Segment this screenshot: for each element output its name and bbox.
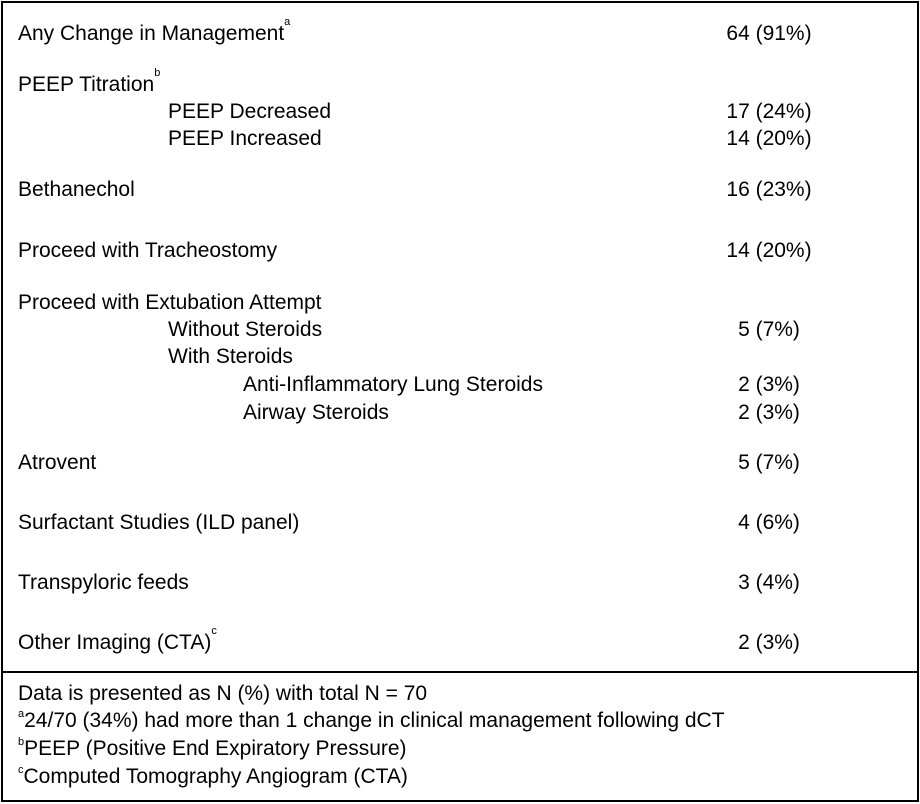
table-row [3,176,917,204]
table-row [3,399,917,427]
row-label: With Steroids [168,345,293,368]
results-table [1,1,919,802]
row-value: 64 (91%) [726,22,812,45]
footnote-b: $^b$PEEP (Positive End Expiratory Pressure) [18,736,407,760]
row-label: Proceed with Tracheostomy [18,239,278,262]
row-label: Atrovent [18,451,97,474]
footnote-marker: c [211,625,217,637]
row-label: Without Steroids [168,318,323,341]
row-label: PEEP Titration$^b$ [18,67,161,96]
table-row [3,289,917,317]
footnote-marker: b [154,67,161,79]
table-row [3,569,917,597]
row-value: 3 (4%) [738,571,800,594]
row-value: 2 (3%) [738,401,800,424]
footnote-a: $^a$24/70 (34%) had more than 1 change in clinical management following dCT [18,708,725,732]
row-label: Transpyloric feeds [18,571,189,594]
table-row [3,98,917,126]
table-row [3,625,917,657]
table-row [3,125,917,153]
row-value: 2 (3%) [738,373,800,396]
row-label: Any Change in Management$^a$ [18,16,291,45]
row-label: Bethanechol [18,178,135,201]
table-row [3,371,917,399]
footnote-marker: a [284,16,291,28]
table-row [3,16,917,48]
footnote-summary: Data is presented as N (%) with total N = 70 [18,682,428,705]
table-row [3,343,917,371]
row-value: 14 (20%) [726,127,812,150]
row-label: Anti-Inflammatory Lung Steroids [243,373,543,396]
row-value: 2 (3%) [738,631,800,654]
row-label: Airway Steroids [243,401,389,424]
row-value: 14 (20%) [726,239,812,262]
table-divider [3,671,917,673]
row-label: PEEP Increased [168,127,322,150]
table-row [3,67,917,99]
footnote-marker: b [18,736,25,748]
row-value: 4 (6%) [738,511,800,534]
row-label: PEEP Decreased [168,100,332,123]
table-row [3,237,917,265]
row-value: 5 (7%) [738,451,800,474]
row-label: Surfactant Studies (ILD panel) [18,511,300,534]
footnote-marker: a [18,708,25,720]
footnote-marker: c [18,764,24,776]
row-value: 17 (24%) [726,100,812,123]
row-value: 5 (7%) [738,318,800,341]
footnote-c: $^c$Computed Tomography Angiogram (CTA) [18,764,408,788]
table-row [3,449,917,477]
row-value: 16 (23%) [726,178,812,201]
row-label: Other Imaging (CTA)$^c$ [18,625,217,654]
table-row [3,316,917,344]
row-label: Proceed with Extubation Attempt [18,291,322,314]
table-row [3,509,917,537]
